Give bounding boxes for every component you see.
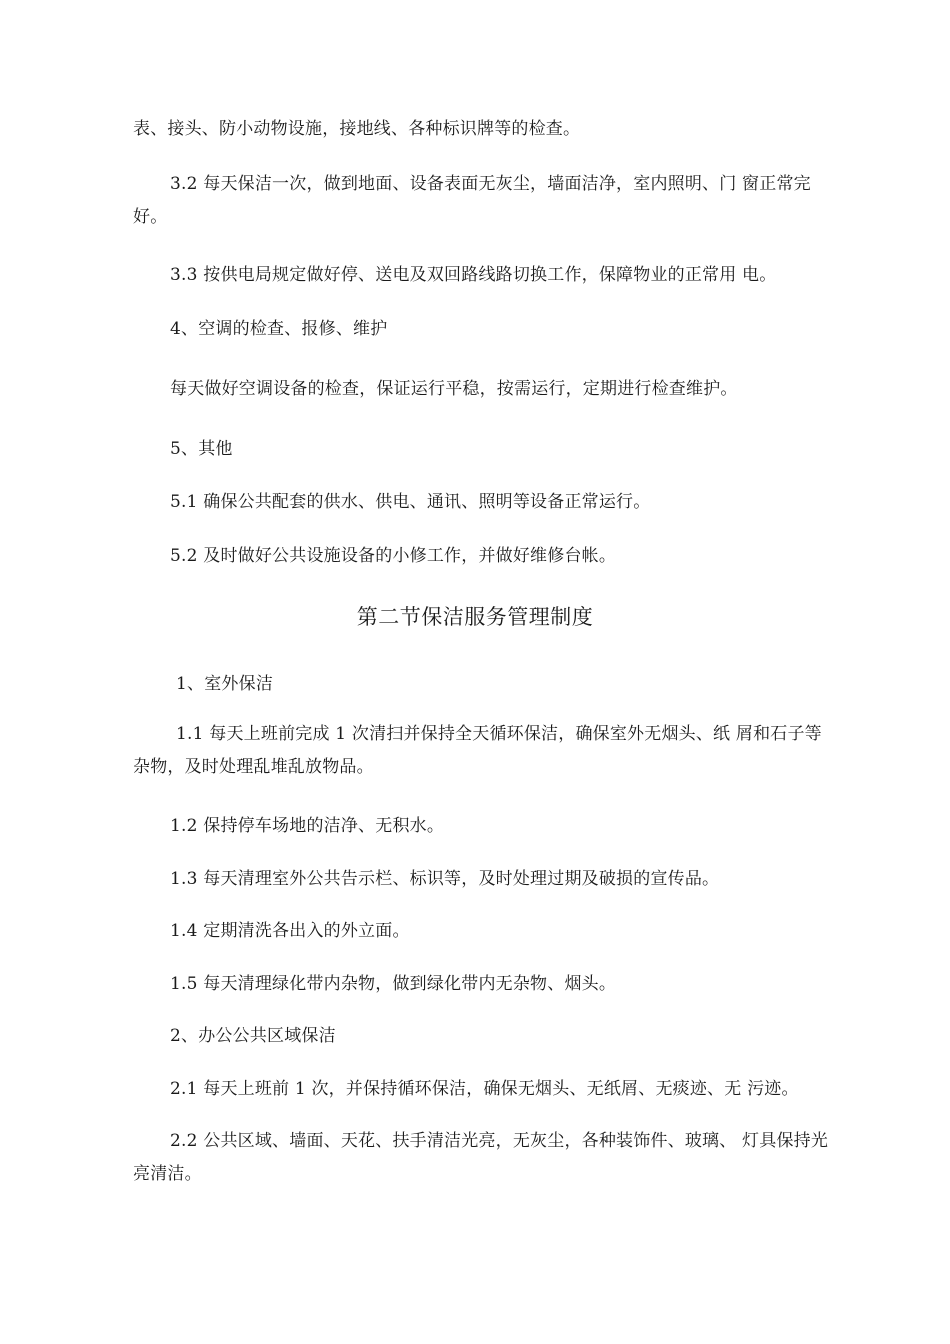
paragraph-1-1: 1.1 每天上班前完成 1 次清扫并保持全天循环保洁，确保室外无烟头、纸 屑和石子等杂物，及时处理乱堆乱放物品。 (133, 724, 822, 777)
paragraph-3-2: 3.2 每天保洁一次，做到地面、设备表面无灰尘，墙面洁净，室内照明、门 窗正常完好。 (133, 174, 811, 227)
paragraph-3-3: 3.3 按供电局规定做好停、送电及双回路线路切换工作，保障物业的正常用 电。 (170, 265, 777, 285)
subheading-4: 4、空调的检查、报修、维护 (170, 319, 388, 339)
paragraph-5-1: 5.1 确保公共配套的供水、供电、通讯、照明等设备正常运行。 (170, 492, 651, 512)
paragraph-1-2: 1.2 保持停车场地的洁净、无积水。 (170, 816, 445, 836)
paragraph-1-3: 1.3 每天清理室外公共告示栏、标识等，及时处理过期及破损的宣传品。 (170, 869, 720, 889)
paragraph-4-body: 每天做好空调设备的检查，保证运行平稳，按需运行，定期进行检查维护。 (170, 379, 738, 399)
paragraph-1-5: 1.5 每天清理绿化带内杂物，做到绿化带内无杂物、烟头。 (170, 974, 617, 994)
paragraph-1-4: 1.4 定期清洗各出入的外立面。 (170, 921, 410, 941)
paragraph-5-2: 5.2 及时做好公共设施设备的小修工作，并做好维修台帐。 (170, 546, 617, 566)
subheading-2: 2、办公公共区域保洁 (170, 1026, 336, 1046)
section-title: 第二节保洁服务管理制度 (356, 605, 594, 629)
paragraph-continuation: 表、接头、防小动物设施，接地线、各种标识牌等的检查。 (133, 119, 581, 139)
subheading-1: 1、室外保洁 (176, 674, 274, 694)
paragraph-2-2: 2.2 公共区域、墙面、天花、扶手清洁光亮，无灰尘，各种装饰件、玻璃、 灯具保持光亮清洁。 (133, 1131, 829, 1184)
subheading-5: 5、其他 (170, 439, 233, 459)
paragraph-2-1: 2.1 每天上班前 1 次，并保持循环保洁，确保无烟头、无纸屑、无痰迹、无 污迹。 (170, 1079, 799, 1099)
